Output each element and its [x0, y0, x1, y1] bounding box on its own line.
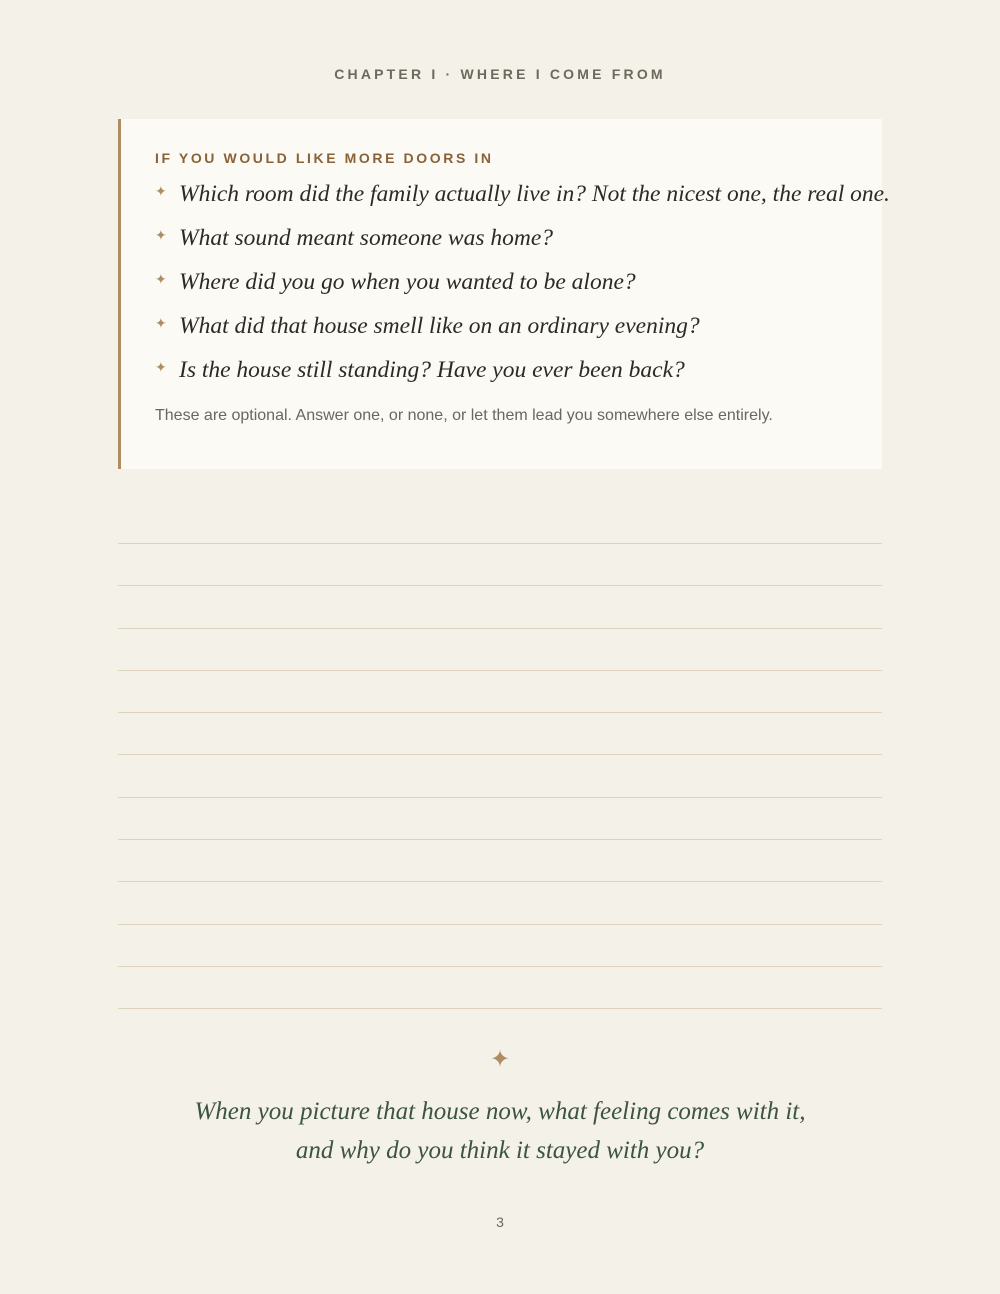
closing-question-line: When you picture that house now, what feeling comes with it, [194, 1098, 806, 1125]
prompt-list [155, 179, 890, 399]
prompt-text: Where did you go when you wanted to be alone? [179, 269, 636, 295]
prompt-box [118, 119, 890, 469]
writing-line [118, 543, 882, 544]
prompt-item [155, 179, 890, 223]
sparkle-icon: ✦ [155, 359, 167, 375]
writing-line [118, 839, 882, 840]
prompt-item [155, 223, 852, 267]
prompt-text: What sound meant someone was home? [179, 225, 554, 251]
writing-line [118, 966, 882, 967]
writing-line [118, 585, 882, 586]
chapter-header: CHAPTER I · WHERE I COME FROM [334, 66, 666, 82]
prompt-item [155, 355, 852, 399]
prompt-text: Is the house still standing? Have you ever been back? [179, 357, 685, 383]
page-number: 3 [496, 1214, 504, 1230]
prompt-text: Which room did the family actually live in? Not the nicest one, the real one. [179, 181, 890, 207]
prompt-item [155, 311, 852, 355]
writing-line [118, 1008, 882, 1009]
prompt-note: These are optional. Answer one, or none, or let them lead you somewhere else entirely. [155, 407, 773, 424]
prompt-text: What did that house smell like on an ordinary evening? [179, 313, 700, 339]
writing-line [118, 924, 882, 925]
sparkle-icon: ✦ [155, 183, 167, 199]
sparkle-icon: ✦ [155, 315, 167, 331]
sparkle-icon: ✦ [155, 227, 167, 243]
writing-line [118, 628, 882, 629]
writing-line [118, 797, 882, 798]
prompt-item [155, 267, 852, 311]
writing-line [118, 670, 882, 671]
prompt-heading: IF YOU WOULD LIKE MORE DOORS IN [155, 150, 494, 166]
sparkle-icon: ✦ [489, 1046, 511, 1073]
sparkle-icon: ✦ [155, 271, 167, 287]
writing-line [118, 754, 882, 755]
writing-area[interactable] [118, 543, 882, 1051]
closing-question [0, 1092, 1000, 1170]
writing-line [118, 881, 882, 882]
closing-question-line: and why do you think it stayed with you? [295, 1137, 705, 1164]
writing-line [118, 712, 882, 713]
